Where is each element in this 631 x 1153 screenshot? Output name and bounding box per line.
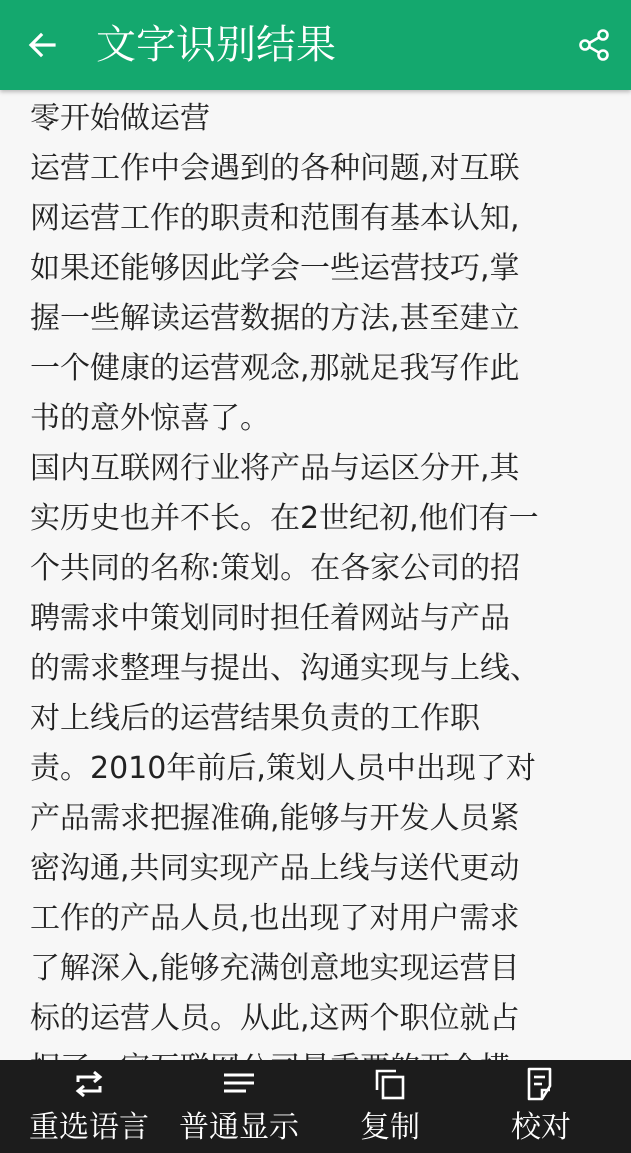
share-icon <box>577 28 611 62</box>
text-line: 了解深入,能够充满创意地实现运营目 <box>30 951 520 986</box>
text-line: 运营工作中会遇到的各种问题,对互联 <box>30 151 520 186</box>
recognized-text-area[interactable] <box>30 94 625 1060</box>
app-bar <box>0 0 631 90</box>
normal-display-button[interactable] <box>164 1060 314 1153</box>
text-line: 国内互联网行业将产品与运区分开,其 <box>30 451 520 486</box>
text-line: 一个健康的运营观念,那就足我写作此 <box>30 351 520 386</box>
copy-button[interactable] <box>315 1060 465 1153</box>
reselect-language-button[interactable] <box>14 1060 164 1153</box>
tab-label: 复制 <box>360 1110 420 1145</box>
page-title: 文字识别结果 <box>96 22 336 68</box>
text-line: 个共同的名称:策划。在各家公司的招 <box>30 551 521 586</box>
text-line: 握一些解读运营数据的方法,甚至建立 <box>30 301 520 336</box>
lines-icon <box>221 1066 257 1102</box>
text-line: 实历史也并不长。在2世纪初,他们有一 <box>30 501 539 536</box>
tab-label: 重选语言 <box>29 1110 149 1145</box>
copy-icon <box>372 1066 408 1102</box>
text-line: 如果还能够因此学会一些运营技巧,掌 <box>30 251 520 286</box>
text-line: 零开始做运营 <box>30 101 210 136</box>
text-line: 的需求整理与提出、沟通实现与上线、 <box>30 651 540 686</box>
bottom-toolbar <box>0 1060 631 1153</box>
proofread-button[interactable] <box>466 1060 616 1153</box>
proofread-icon <box>523 1066 559 1102</box>
share-button[interactable] <box>571 22 617 68</box>
text-line: 对上线后的运营结果负责的工作职 <box>30 701 480 736</box>
text-line: 产品需求把握准确,能够与开发人员紧 <box>30 801 520 836</box>
tab-label: 普通显示 <box>179 1110 299 1145</box>
back-button[interactable] <box>18 22 66 68</box>
text-line: 责。2010年前后,策划人员中出现了对 <box>30 751 536 786</box>
text-line: 标的运营人员。从此,这两个职位就占 <box>30 1001 520 1036</box>
text-line: 书的意外惊喜了。 <box>30 401 270 436</box>
swap-icon <box>71 1066 107 1102</box>
arrow-left-icon <box>27 30 57 60</box>
tab-label: 校对 <box>511 1110 571 1145</box>
text-line: 网运营工作的职责和范围有基本认知, <box>30 201 520 236</box>
text-line: 工作的产品人员,也出现了对用户需求 <box>30 901 520 936</box>
text-line: 聘需求中策划同时担任着网站与产品 <box>30 601 510 636</box>
text-line: 密沟通,共同实现产品上线与送代更动 <box>30 851 520 886</box>
